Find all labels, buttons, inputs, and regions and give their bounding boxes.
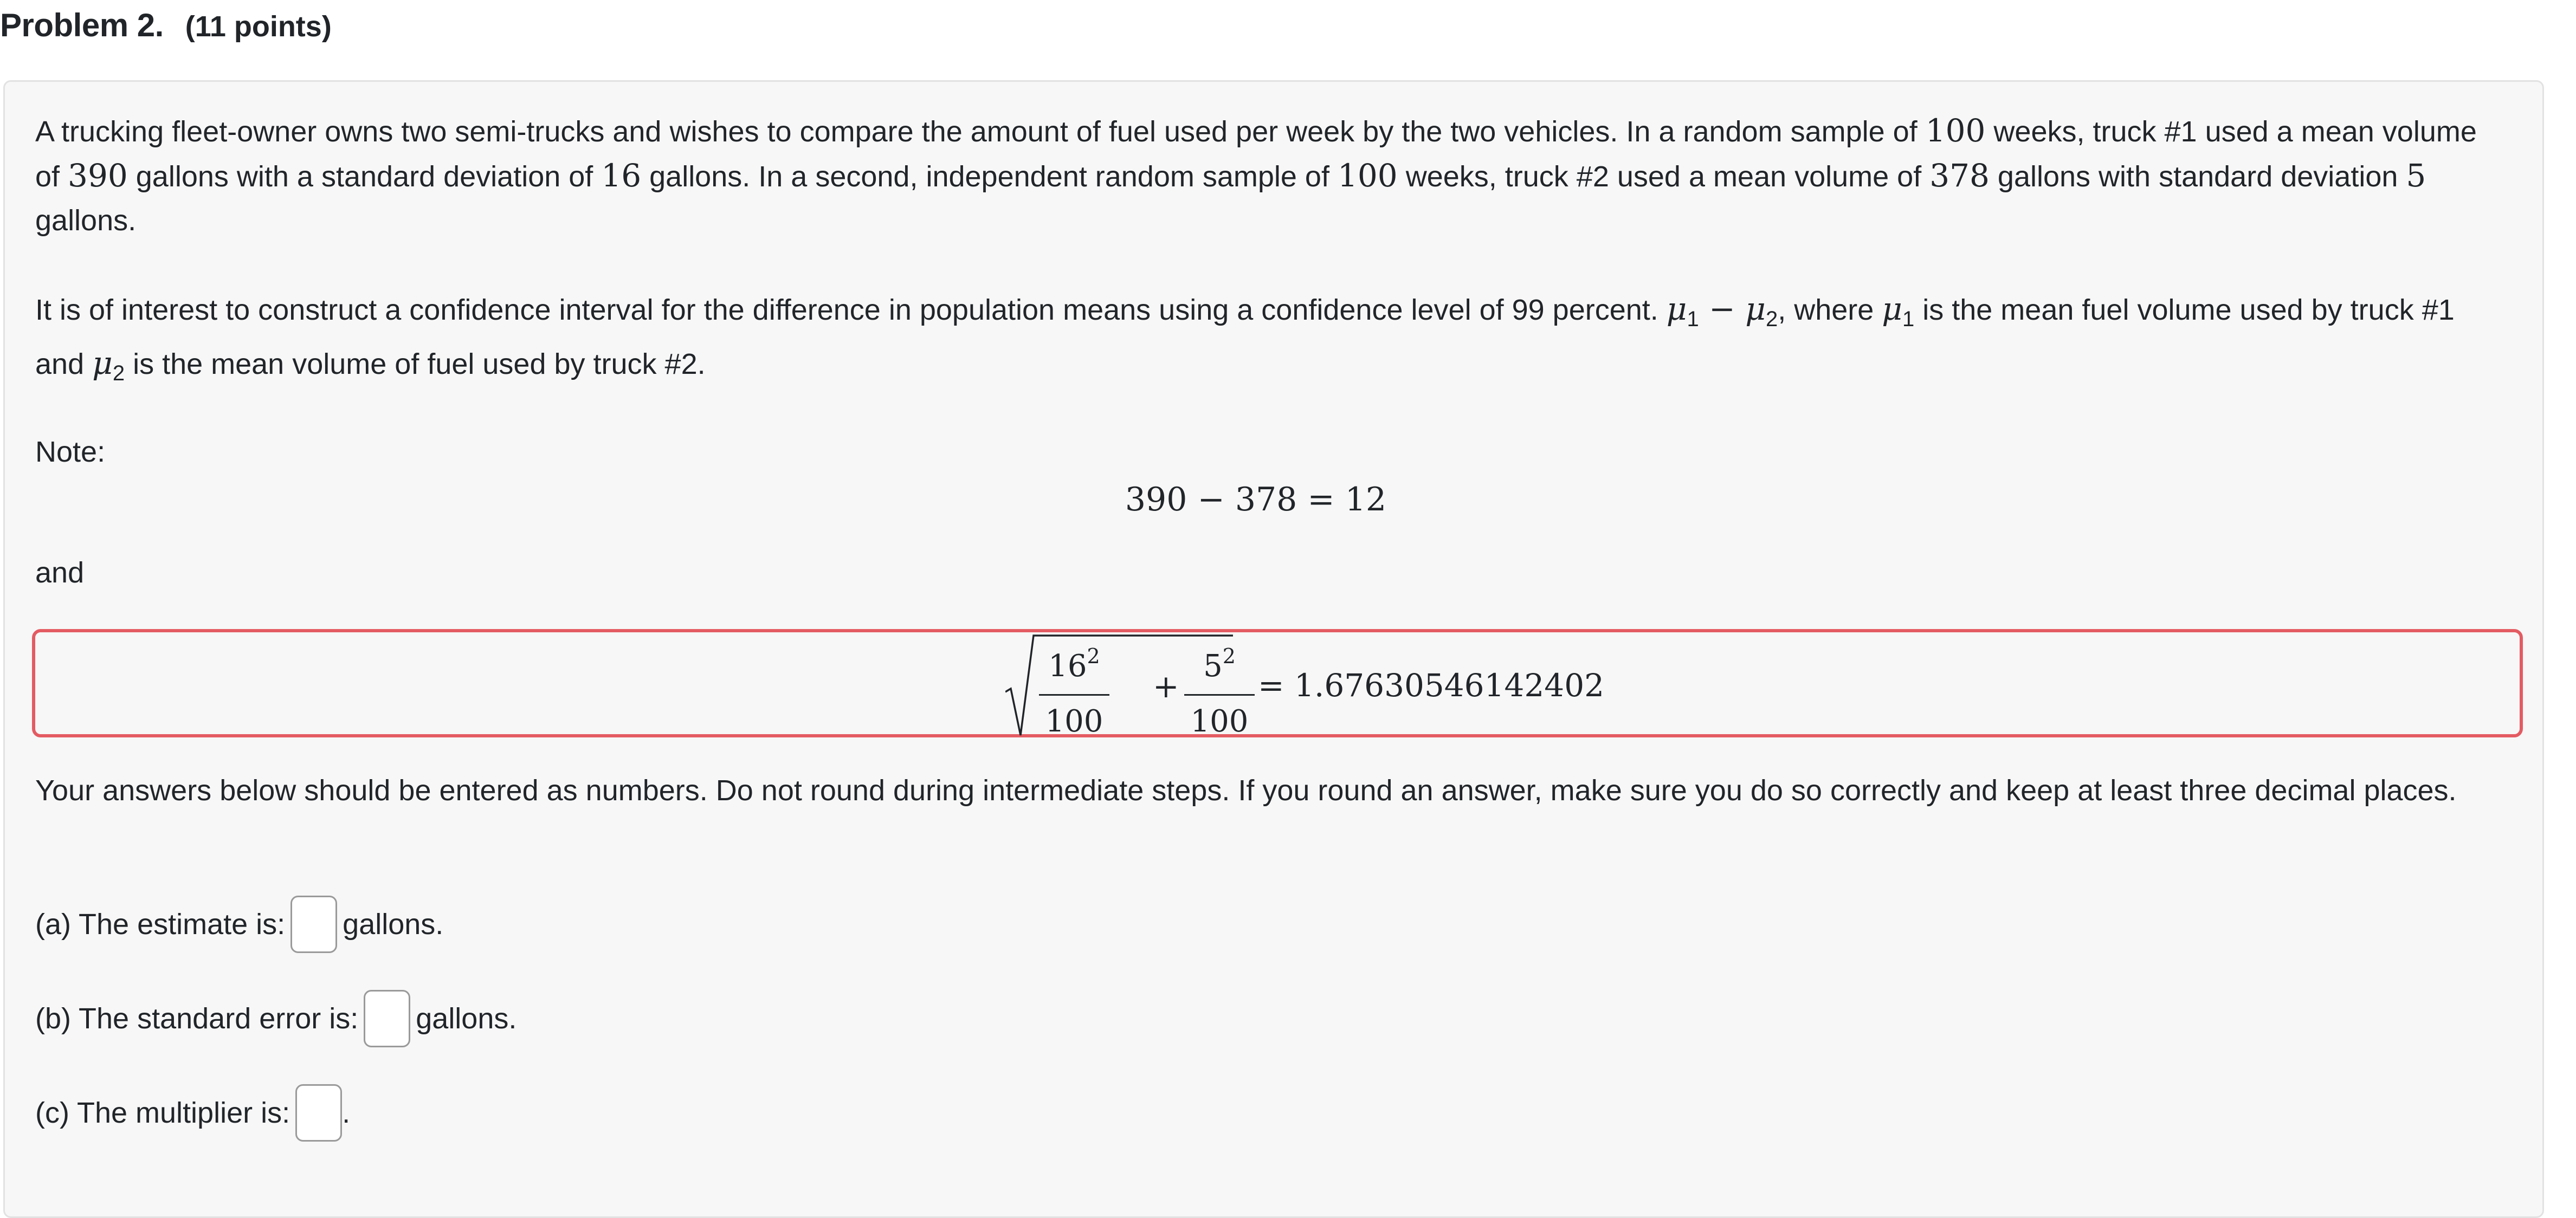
problem-body [35, 109, 2507, 474]
sd-1: 16 [601, 157, 642, 194]
answer-a-label: (a) The estimate is: [35, 908, 286, 941]
denominator-1: 100 [1045, 704, 1103, 739]
answer-b-label: (b) The standard error is: [35, 1002, 359, 1035]
ci-text: is the mean fuel volume used by truck #1 and [35, 294, 2455, 380]
ci-text: is the mean volume of fuel used by truck #2. [125, 348, 706, 380]
mu-symbol: μ [1666, 290, 1687, 327]
difference-equation: 390 − 378 = 12 [1125, 481, 1387, 519]
subscript: 1 [1687, 307, 1699, 331]
intro-text: gallons with standard deviation [1989, 160, 2406, 193]
denominator-2: 100 [1190, 704, 1249, 739]
standard-error-equation [1005, 632, 1656, 739]
and-label: and [35, 556, 85, 589]
answer-a-suffix: gallons. [343, 908, 444, 941]
subscript: 2 [1765, 307, 1778, 331]
mu-symbol: μ [1745, 290, 1766, 327]
fraction-bar [1184, 694, 1255, 696]
sd-2: 5 [2406, 157, 2426, 194]
sample-size-2: 100 [1337, 157, 1398, 194]
intro-text: weeks, truck #1 used a mean volume of [35, 115, 2477, 193]
answer-a-input[interactable] [290, 896, 337, 953]
instructions-text: Your answers below should be entered as numbers. Do not round during intermediate steps. If you round an answer, make sure you do so correctly and keep at least three decimal places. [35, 774, 2457, 807]
and-label-wrap [35, 551, 2507, 595]
numerator-2: 5 [1203, 649, 1223, 684]
minus-symbol: − [1699, 290, 1746, 327]
instructions-wrap [35, 769, 2507, 813]
problem-points: (11 points) [185, 10, 332, 43]
standard-error-highlight [32, 629, 2523, 737]
intro-text: gallons. In a second, independent random sample of [641, 160, 1338, 193]
answer-b-input[interactable] [364, 990, 410, 1047]
ci-paragraph [35, 287, 2507, 396]
fraction-bar [1039, 694, 1109, 696]
subscript: 2 [112, 361, 125, 385]
numerator-1: 16 [1048, 649, 1087, 684]
problem-card [3, 80, 2544, 1218]
answer-c-label: (c) The multiplier is: [35, 1097, 290, 1129]
answer-c-input[interactable] [295, 1084, 342, 1142]
exponent-2: 2 [1222, 644, 1236, 668]
intro-text: gallons. [35, 204, 137, 237]
note-label: Note: [35, 436, 106, 468]
problem-title: Problem 2. [0, 7, 164, 43]
intro-text: A trucking fleet-owner owns two semi-trucks and wishes to compare the amount of fuel used per week by the two vehicles. In a random sample of [35, 115, 1926, 148]
intro-paragraph [35, 109, 2507, 243]
exponent-1: 2 [1087, 644, 1100, 668]
intro-text: gallons with a standard deviation of [127, 160, 602, 193]
answer-c-row [35, 1084, 350, 1142]
sample-size-1: 100 [1925, 112, 1986, 149]
standard-error-result: = 1.67630546142402 [1258, 667, 1604, 704]
intro-text: weeks, truck #2 used a mean volume of [1397, 160, 1930, 193]
answer-c-suffix: . [342, 1097, 351, 1129]
answer-b-suffix: gallons. [416, 1002, 517, 1035]
problem-header [0, 7, 332, 61]
mu-symbol: μ [92, 345, 113, 381]
plus-symbol: + [1153, 668, 1179, 705]
answer-b-row [35, 990, 517, 1047]
answer-a-row [35, 896, 443, 953]
subscript: 1 [1902, 307, 1915, 331]
ci-text: , where [1778, 294, 1882, 326]
mean-2: 378 [1929, 157, 1990, 194]
ci-text: It is of interest to construct a confidence interval for the difference in population means using a confidence level of 99 percent. [35, 294, 1667, 326]
mu-symbol: μ [1882, 290, 1902, 327]
mean-1: 390 [68, 157, 128, 194]
